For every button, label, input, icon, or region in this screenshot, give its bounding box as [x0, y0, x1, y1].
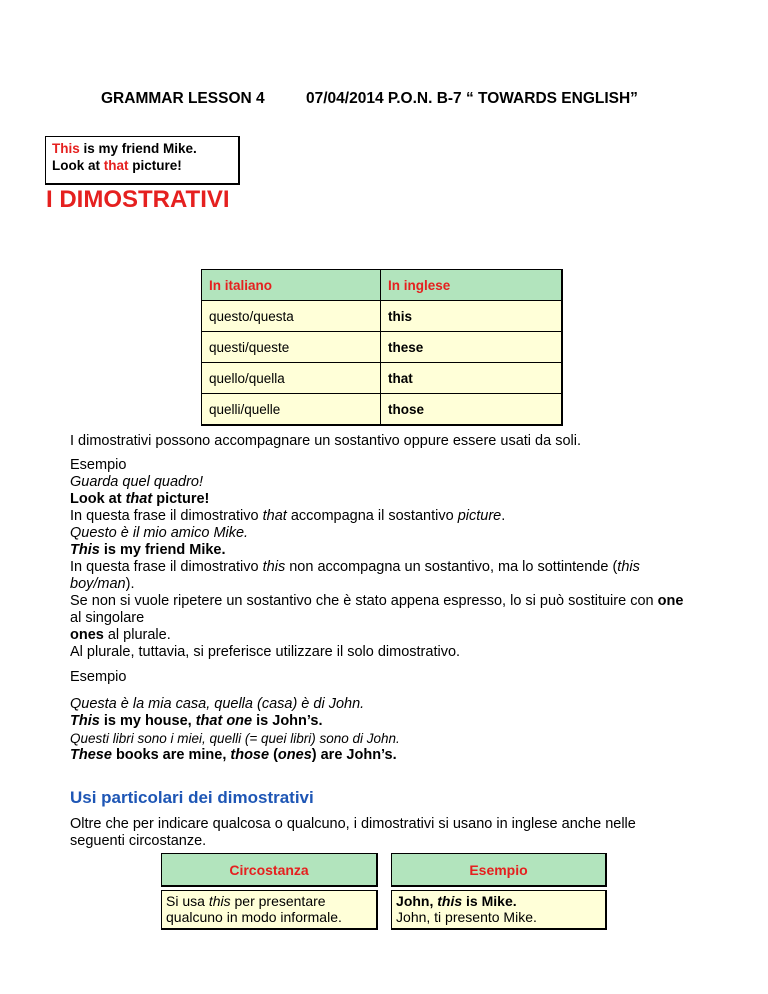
english-sentence: This is my friend Mike. — [70, 542, 226, 558]
italian-sentence: Questo è il mio amico Mike. — [70, 525, 249, 541]
italian-sentence: Questa è la mia casa, quella (casa) è di John. — [70, 696, 365, 712]
example-box-line-1: This is my friend Mike. — [52, 141, 197, 156]
table-header-circumstance: Circostanza — [161, 853, 378, 887]
table-header-italian: In italiano — [202, 270, 381, 301]
table-cell-example: John, this is Mike. John, ti presento Mike. — [391, 890, 607, 930]
intro-paragraph: I dimostrativi possono accompagnare un sostantivo oppure essere usati da soli. — [70, 433, 582, 449]
table-row — [202, 301, 563, 332]
example-box-this: This — [52, 141, 80, 156]
lesson-info: 07/04/2014 P.O.N. B-7 “ TOWARDS ENGLISH” — [306, 90, 638, 107]
example-label: Esempio — [70, 669, 127, 685]
rule-text: Al plurale, tuttavia, si preferisce utilizzare il solo dimostrativo. — [70, 644, 461, 660]
table-row — [202, 394, 563, 426]
table-cell-italian: questi/queste — [202, 332, 381, 363]
example-box-line-2: Look at that picture! — [52, 157, 182, 173]
usage-table — [161, 853, 607, 930]
table-row — [202, 332, 563, 363]
table-cell-english: this — [381, 301, 563, 332]
table-cell-italian: quello/quella — [202, 363, 381, 394]
explanation: In questa frase il dimostrativo this non accompagna un sostantivo, ma lo sottintende (this boy/man). — [70, 559, 640, 592]
english-sentence: This is my house, that one is John’s. — [70, 713, 323, 729]
example-label: Esempio — [70, 457, 127, 473]
example-block-1 — [70, 457, 690, 661]
table-row — [202, 363, 563, 394]
rule-text: ones al plurale. — [70, 627, 171, 643]
rule-text: Se non si vuole ripetere un sostantivo che è stato appena espresso, lo si può sostituire con one al singolare — [70, 593, 684, 626]
table-row — [161, 890, 607, 930]
lesson-title: GRAMMAR LESSON 4 — [101, 90, 265, 107]
italian-sentence: Questi libri sono i miei, quelli (= quei libri) sono di John. — [70, 731, 400, 746]
table-cell-english: these — [381, 332, 563, 363]
section-title: Usi particolari dei dimostrativi — [70, 788, 314, 807]
example-box-that: that — [103, 157, 129, 173]
page-title: I DIMOSTRATIVI — [46, 186, 230, 213]
table-cell-english: that — [381, 363, 563, 394]
english-sentence: These books are mine, those (ones) are John’s. — [70, 747, 397, 763]
demonstratives-table — [201, 269, 563, 426]
table-header-row — [161, 853, 607, 887]
example-block-2 — [70, 669, 690, 764]
example-box — [45, 136, 240, 185]
section-intro: Oltre che per indicare qualcosa o qualcuno, i dimostrativi si usano in inglese anche nelle seguenti circostanze. — [70, 816, 636, 849]
english-sentence: Look at that picture! — [70, 491, 210, 507]
table-cell-italian: questo/questa — [202, 301, 381, 332]
table-cell-italian: quelli/quelle — [202, 394, 381, 426]
italian-sentence: Guarda quel quadro! — [70, 474, 204, 490]
explanation: In questa frase il dimostrativo that accompagna il sostantivo picture. — [70, 508, 506, 524]
table-cell-english: those — [381, 394, 563, 426]
table-header-row — [202, 270, 563, 301]
table-header-english: In inglese — [381, 270, 563, 301]
table-header-example: Esempio — [391, 853, 607, 887]
table-cell-circumstance: Si usa this per presentare qualcuno in modo informale. — [161, 890, 378, 930]
